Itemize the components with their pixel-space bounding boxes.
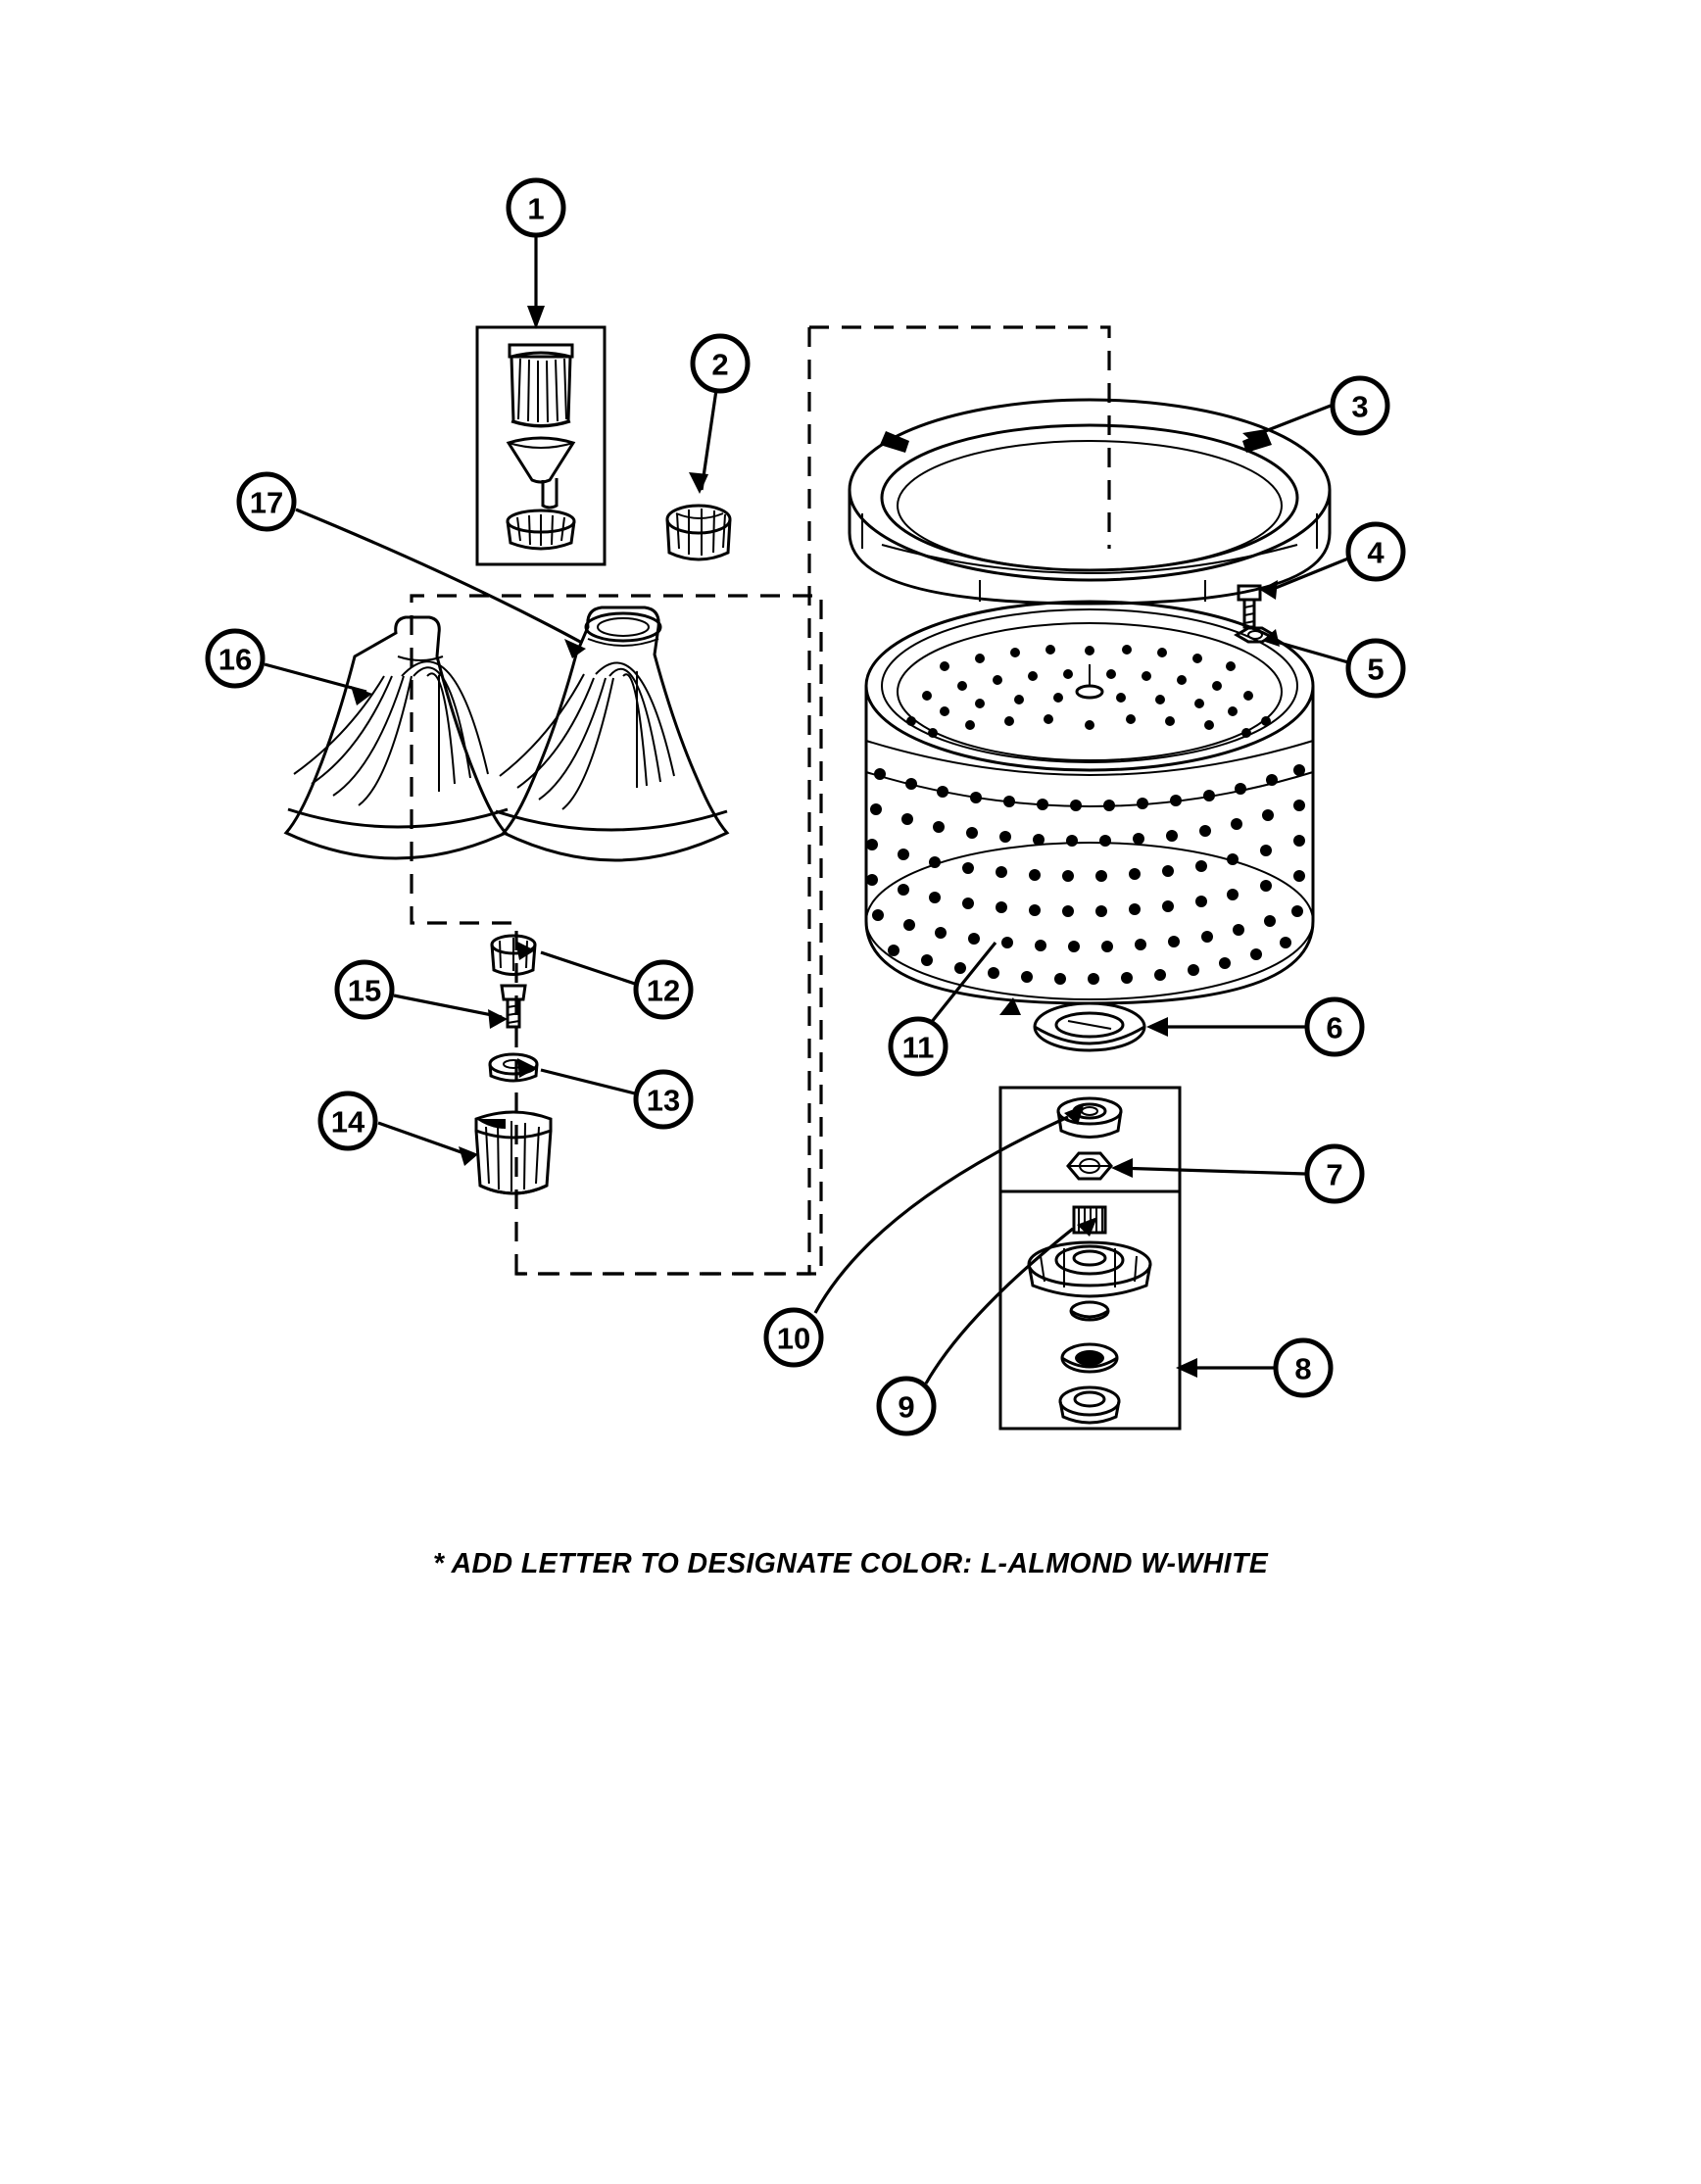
callout-4[interactable] (1348, 524, 1403, 579)
callout-16[interactable] (208, 631, 263, 686)
part-14-agitator-cap (476, 1112, 551, 1193)
part-11-wash-basket (866, 602, 1313, 1003)
callout-5[interactable] (1348, 641, 1403, 696)
callout-5-label: 5 (1367, 652, 1385, 687)
callout-11-label: 11 (901, 1030, 935, 1065)
callout-14-label: 14 (330, 1104, 365, 1140)
part-12-bushing (492, 936, 535, 975)
callout-3[interactable] (1333, 378, 1387, 433)
callout-9[interactable] (879, 1379, 934, 1433)
callout-10[interactable] (766, 1310, 821, 1365)
dashed-group-right (809, 327, 1109, 549)
callout-6-label: 6 (1326, 1010, 1343, 1045)
callout-13-label: 13 (646, 1083, 681, 1118)
callout-9-label: 9 (898, 1389, 915, 1425)
callout-14[interactable] (320, 1093, 375, 1148)
callout-2-label: 2 (711, 347, 729, 382)
callout-16-label: 16 (218, 642, 253, 677)
callout-4-label: 4 (1367, 535, 1385, 570)
callout-12-label: 12 (646, 973, 681, 1008)
callout-2[interactable] (693, 336, 748, 391)
callout-11[interactable] (891, 1019, 946, 1074)
part-1-dispenser-assembly (477, 327, 605, 564)
part-8-components (1029, 1242, 1150, 1423)
callout-7-label: 7 (1326, 1157, 1343, 1192)
basket-perforations-top (906, 645, 1271, 738)
basket-perforations-body (866, 764, 1305, 985)
part-7-hex-nut (1068, 1153, 1111, 1179)
callout-10-label: 10 (776, 1321, 811, 1356)
callout-1[interactable] (509, 180, 563, 235)
callout-17[interactable] (239, 474, 294, 529)
dashed-group-right-2 (516, 327, 809, 1274)
callout-8-label: 8 (1294, 1351, 1312, 1386)
part-17-agitator-upper (496, 607, 727, 860)
callout-15[interactable] (337, 962, 392, 1017)
callout-15-label: 15 (347, 973, 382, 1008)
part-16-agitator-lower (286, 617, 508, 858)
callout-12[interactable] (636, 962, 691, 1017)
part-3-tub-ring (850, 400, 1330, 604)
callout-6[interactable] (1307, 999, 1362, 1054)
part-2-cap (667, 506, 730, 559)
dashed-group-left (412, 596, 821, 1274)
part-15-bolt (502, 986, 525, 1027)
callout-3-label: 3 (1351, 389, 1369, 424)
callout-13[interactable] (636, 1072, 691, 1127)
callout-17-label: 17 (249, 485, 284, 520)
part-6-seal-ring (1035, 1003, 1144, 1050)
callout-8[interactable] (1276, 1340, 1331, 1395)
callout-1-label: 1 (527, 191, 545, 226)
color-designation-footnote: * ADD LETTER TO DESIGNATE COLOR: L-ALMOND W-WHITE (432, 1548, 1269, 1579)
callout-7[interactable] (1307, 1146, 1362, 1201)
part-8-drive-assembly-group (1000, 1088, 1180, 1429)
